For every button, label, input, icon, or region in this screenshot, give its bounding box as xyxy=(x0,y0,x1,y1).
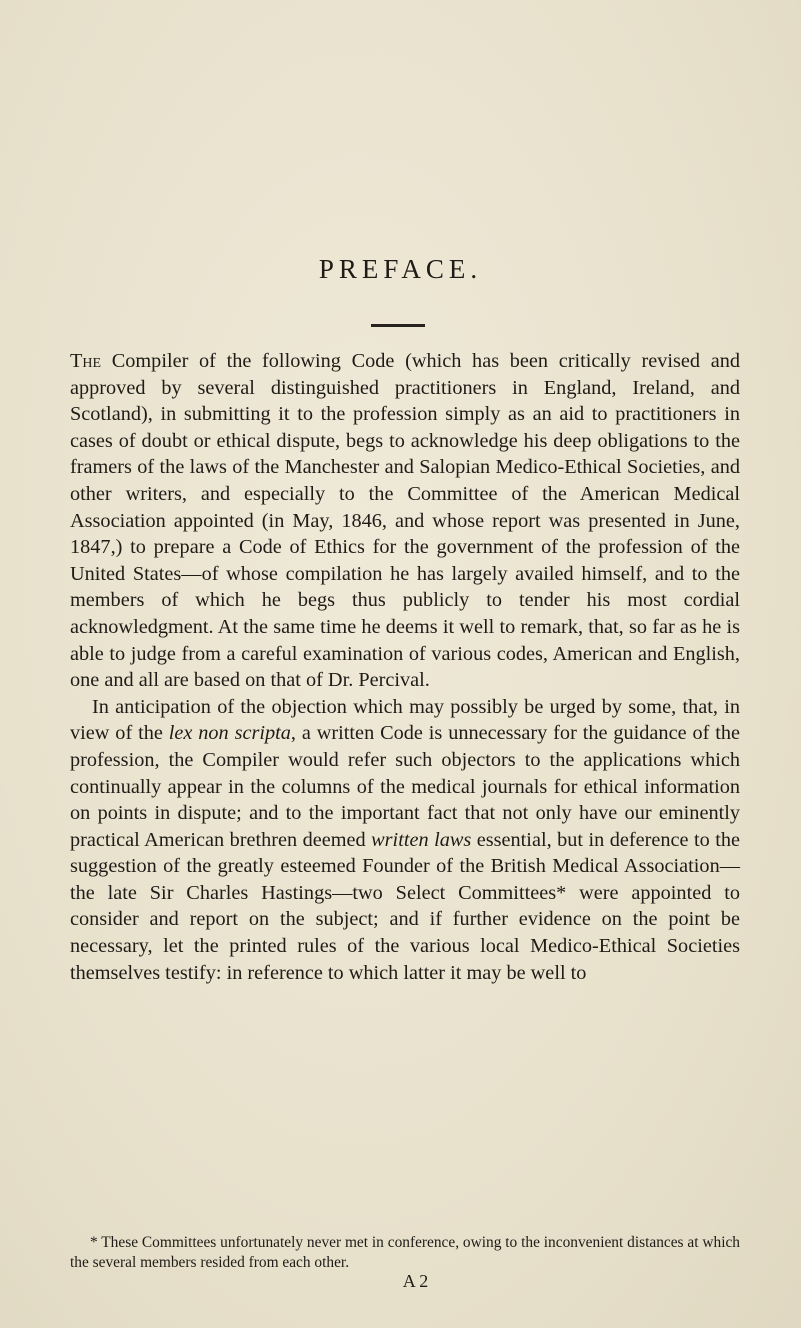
page-title: PREFACE. xyxy=(318,254,483,284)
title-rule xyxy=(371,324,425,327)
paragraph-2-text-c: essential, but in deference to the suggestion of the greatly esteemed Founder of the British Medical Association—the late Sir Charles Hastings—two Select Committees* were appointed to consider and report on the subject; and if further evidence on the point be necessary, let the printed rules of the various local Medico-Ethical Societies themselves testify: in reference to which latter it may be well to xyxy=(70,828,741,984)
signature-mark: A 2 xyxy=(402,1271,429,1291)
paragraph-1-lead: The xyxy=(70,350,102,372)
paragraph-2-italic-a: lex non scripta xyxy=(168,722,291,745)
paragraph-1 xyxy=(70,348,740,694)
footnote: * These Committees unfortunately never met in conference, owing to the inconvenient distances at which the several members resided from each other. xyxy=(70,1234,740,1271)
paragraph-1-text: Compiler of the following Code (which has been critically revised and approved by several distinguished practitioners in England, Ireland, and Scotland), in submitting it to the profession simply as an aid to practitioners in cases of doubt or ethical dispute, begs to acknowledge his deep obligations to the framers of the laws of the Manchester and Salopian Medico-Ethical Societies, and other writers, and especially to the Committee of the American Medical Association appointed (in May, 1846, and whose report was presented in June, 1847,) to prepare a Code of Ethics for the government of the profession of the United States—of whose compilation he has largely availed himself, and to the members of which he begs thus publicly to tender his most cordial acknowledgment. At the same time he deems it well to remark, that, so far as he is able to judge from a careful examination of various codes, American and English, one and all are based on that of Dr. Percival. xyxy=(70,350,740,692)
body-text xyxy=(70,348,740,986)
paragraph-2-italic-b: written laws xyxy=(371,828,472,851)
paragraph-2-text-a: In anticipation of the objection which may possibly be urged by some, that, in view of the xyxy=(70,695,740,745)
paragraph-2-text-b: , a written Code is unnecessary for the guidance of the profession, the Compiler would refer such objectors to the applications which continually appear in the columns of the medical journals for ethical information on points in dispute; and to the important fact that not only have our eminently practical American brethren deemed xyxy=(70,722,741,851)
paragraph-2 xyxy=(70,694,740,987)
